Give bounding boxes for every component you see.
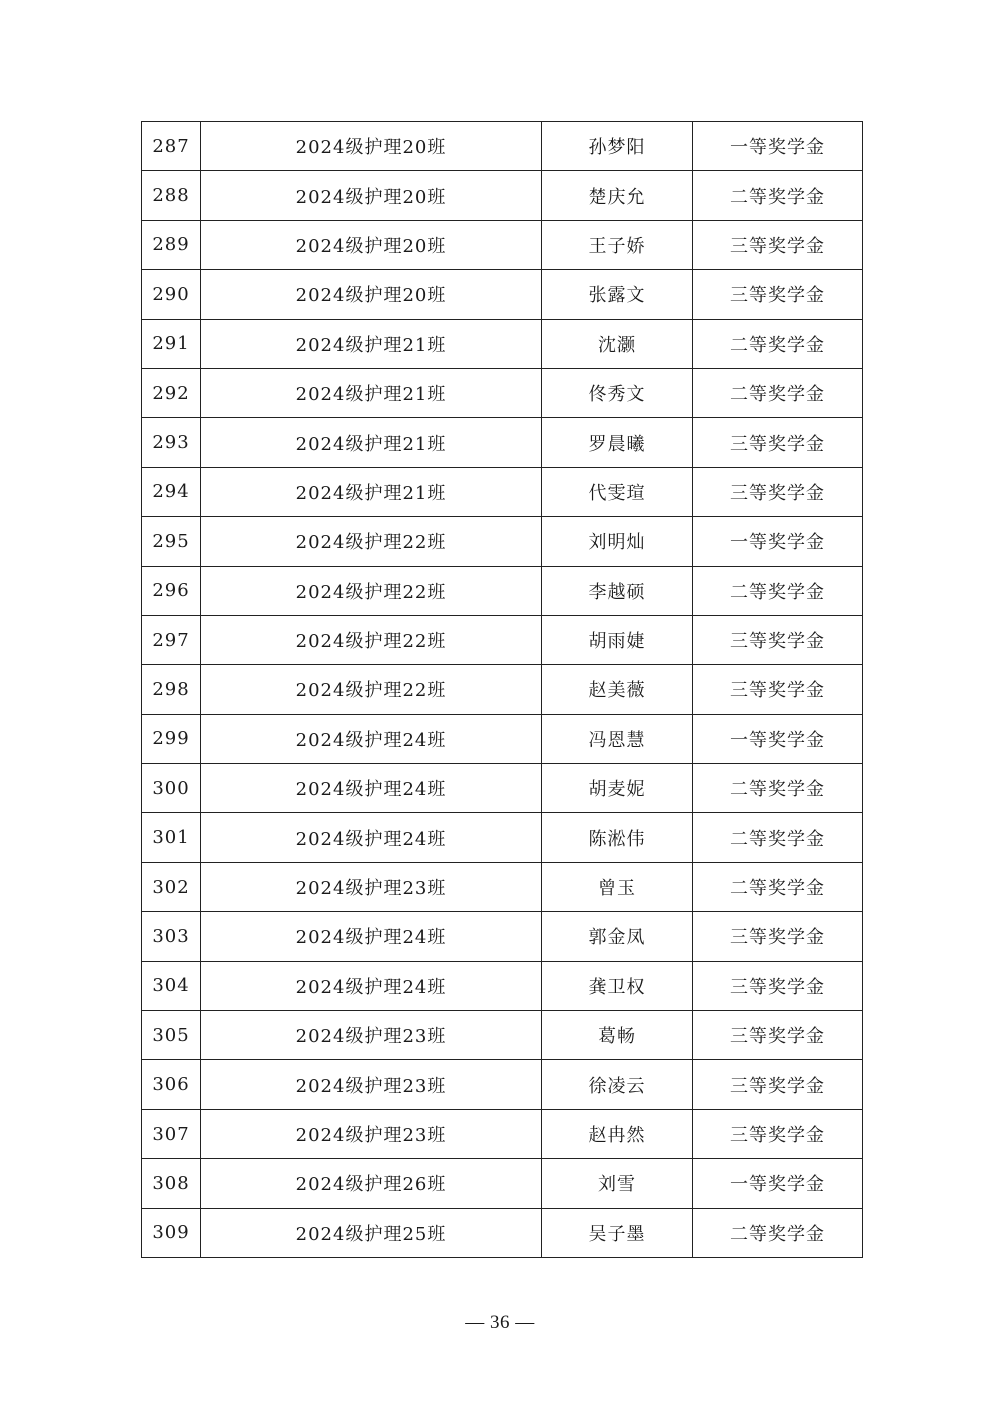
student-name-cell: 胡麦妮	[542, 764, 693, 813]
row-number-cell: 294	[142, 467, 201, 516]
class-cell: 2024级护理22班	[201, 566, 542, 615]
class-cell: 2024级护理20班	[201, 122, 542, 171]
award-cell: 二等奖学金	[693, 319, 863, 368]
table-row	[142, 862, 863, 911]
class-cell: 2024级护理24班	[201, 961, 542, 1010]
student-name-cell: 胡雨婕	[542, 615, 693, 664]
class-cell: 2024级护理22班	[201, 665, 542, 714]
class-cell: 2024级护理21班	[201, 418, 542, 467]
row-number-cell: 290	[142, 270, 201, 319]
table-row	[142, 517, 863, 566]
table-row	[142, 566, 863, 615]
award-cell: 二等奖学金	[693, 368, 863, 417]
row-number-cell: 302	[142, 862, 201, 911]
class-cell: 2024级护理24班	[201, 813, 542, 862]
class-cell: 2024级护理26班	[201, 1159, 542, 1208]
class-cell: 2024级护理20班	[201, 270, 542, 319]
student-name-cell: 吴子墨	[542, 1208, 693, 1257]
student-name-cell: 陈淞伟	[542, 813, 693, 862]
table-row	[142, 1208, 863, 1257]
table-row	[142, 319, 863, 368]
award-cell: 一等奖学金	[693, 122, 863, 171]
class-cell: 2024级护理24班	[201, 764, 542, 813]
class-cell: 2024级护理23班	[201, 1011, 542, 1060]
table-row	[142, 615, 863, 664]
student-name-cell: 沈灏	[542, 319, 693, 368]
scholarship-table	[141, 121, 863, 1258]
award-cell: 二等奖学金	[693, 566, 863, 615]
award-cell: 一等奖学金	[693, 517, 863, 566]
award-cell: 二等奖学金	[693, 764, 863, 813]
student-name-cell: 曾玉	[542, 862, 693, 911]
row-number-cell: 307	[142, 1109, 201, 1158]
table-row	[142, 171, 863, 220]
student-name-cell: 赵美薇	[542, 665, 693, 714]
student-name-cell: 徐凌云	[542, 1060, 693, 1109]
table-row	[142, 764, 863, 813]
award-cell: 三等奖学金	[693, 1060, 863, 1109]
class-cell: 2024级护理23班	[201, 1109, 542, 1158]
student-name-cell: 葛畅	[542, 1011, 693, 1060]
student-name-cell: 李越硕	[542, 566, 693, 615]
table-row	[142, 961, 863, 1010]
row-number-cell: 303	[142, 912, 201, 961]
page-number: — 36 —	[465, 1312, 535, 1333]
row-number-cell: 299	[142, 714, 201, 763]
student-name-cell: 张露文	[542, 270, 693, 319]
row-number-cell: 304	[142, 961, 201, 1010]
class-cell: 2024级护理22班	[201, 517, 542, 566]
award-cell: 三等奖学金	[693, 615, 863, 664]
table-row	[142, 467, 863, 516]
award-cell: 三等奖学金	[693, 1011, 863, 1060]
award-cell: 一等奖学金	[693, 1159, 863, 1208]
award-cell: 三等奖学金	[693, 467, 863, 516]
award-cell: 三等奖学金	[693, 418, 863, 467]
student-name-cell: 郭金凤	[542, 912, 693, 961]
award-cell: 一等奖学金	[693, 714, 863, 763]
row-number-cell: 297	[142, 615, 201, 664]
table-row	[142, 220, 863, 269]
class-cell: 2024级护理23班	[201, 862, 542, 911]
class-cell: 2024级护理21班	[201, 319, 542, 368]
table-row	[142, 1109, 863, 1158]
row-number-cell: 301	[142, 813, 201, 862]
student-name-cell: 代雯瑄	[542, 467, 693, 516]
row-number-cell: 296	[142, 566, 201, 615]
student-name-cell: 冯恩慧	[542, 714, 693, 763]
award-cell: 三等奖学金	[693, 961, 863, 1010]
class-cell: 2024级护理24班	[201, 714, 542, 763]
table-row	[142, 714, 863, 763]
table-row	[142, 665, 863, 714]
row-number-cell: 293	[142, 418, 201, 467]
table-row	[142, 813, 863, 862]
row-number-cell: 288	[142, 171, 201, 220]
row-number-cell: 292	[142, 368, 201, 417]
class-cell: 2024级护理21班	[201, 467, 542, 516]
award-cell: 二等奖学金	[693, 862, 863, 911]
student-name-cell: 孙梦阳	[542, 122, 693, 171]
row-number-cell: 289	[142, 220, 201, 269]
award-cell: 三等奖学金	[693, 665, 863, 714]
row-number-cell: 305	[142, 1011, 201, 1060]
row-number-cell: 306	[142, 1060, 201, 1109]
table-row	[142, 1060, 863, 1109]
class-cell: 2024级护理22班	[201, 615, 542, 664]
table-row	[142, 418, 863, 467]
award-cell: 三等奖学金	[693, 1109, 863, 1158]
student-name-cell: 罗晨曦	[542, 418, 693, 467]
award-cell: 二等奖学金	[693, 813, 863, 862]
table-row	[142, 368, 863, 417]
row-number-cell: 300	[142, 764, 201, 813]
class-cell: 2024级护理25班	[201, 1208, 542, 1257]
student-name-cell: 刘明灿	[542, 517, 693, 566]
row-number-cell: 298	[142, 665, 201, 714]
class-cell: 2024级护理20班	[201, 220, 542, 269]
table-row	[142, 912, 863, 961]
student-name-cell: 赵冉然	[542, 1109, 693, 1158]
row-number-cell: 295	[142, 517, 201, 566]
class-cell: 2024级护理23班	[201, 1060, 542, 1109]
row-number-cell: 291	[142, 319, 201, 368]
student-name-cell: 佟秀文	[542, 368, 693, 417]
table-row	[142, 122, 863, 171]
award-cell: 二等奖学金	[693, 171, 863, 220]
row-number-cell: 308	[142, 1159, 201, 1208]
table-row	[142, 1011, 863, 1060]
award-cell: 二等奖学金	[693, 1208, 863, 1257]
class-cell: 2024级护理20班	[201, 171, 542, 220]
award-cell: 三等奖学金	[693, 220, 863, 269]
table-row	[142, 270, 863, 319]
award-cell: 三等奖学金	[693, 270, 863, 319]
student-name-cell: 楚庆允	[542, 171, 693, 220]
student-name-cell: 王子娇	[542, 220, 693, 269]
award-cell: 三等奖学金	[693, 912, 863, 961]
student-name-cell: 龚卫权	[542, 961, 693, 1010]
row-number-cell: 287	[142, 122, 201, 171]
row-number-cell: 309	[142, 1208, 201, 1257]
class-cell: 2024级护理24班	[201, 912, 542, 961]
class-cell: 2024级护理21班	[201, 368, 542, 417]
table-row	[142, 1159, 863, 1208]
table-body	[142, 122, 863, 1258]
scholarship-table-container	[141, 121, 862, 1258]
student-name-cell: 刘雪	[542, 1159, 693, 1208]
